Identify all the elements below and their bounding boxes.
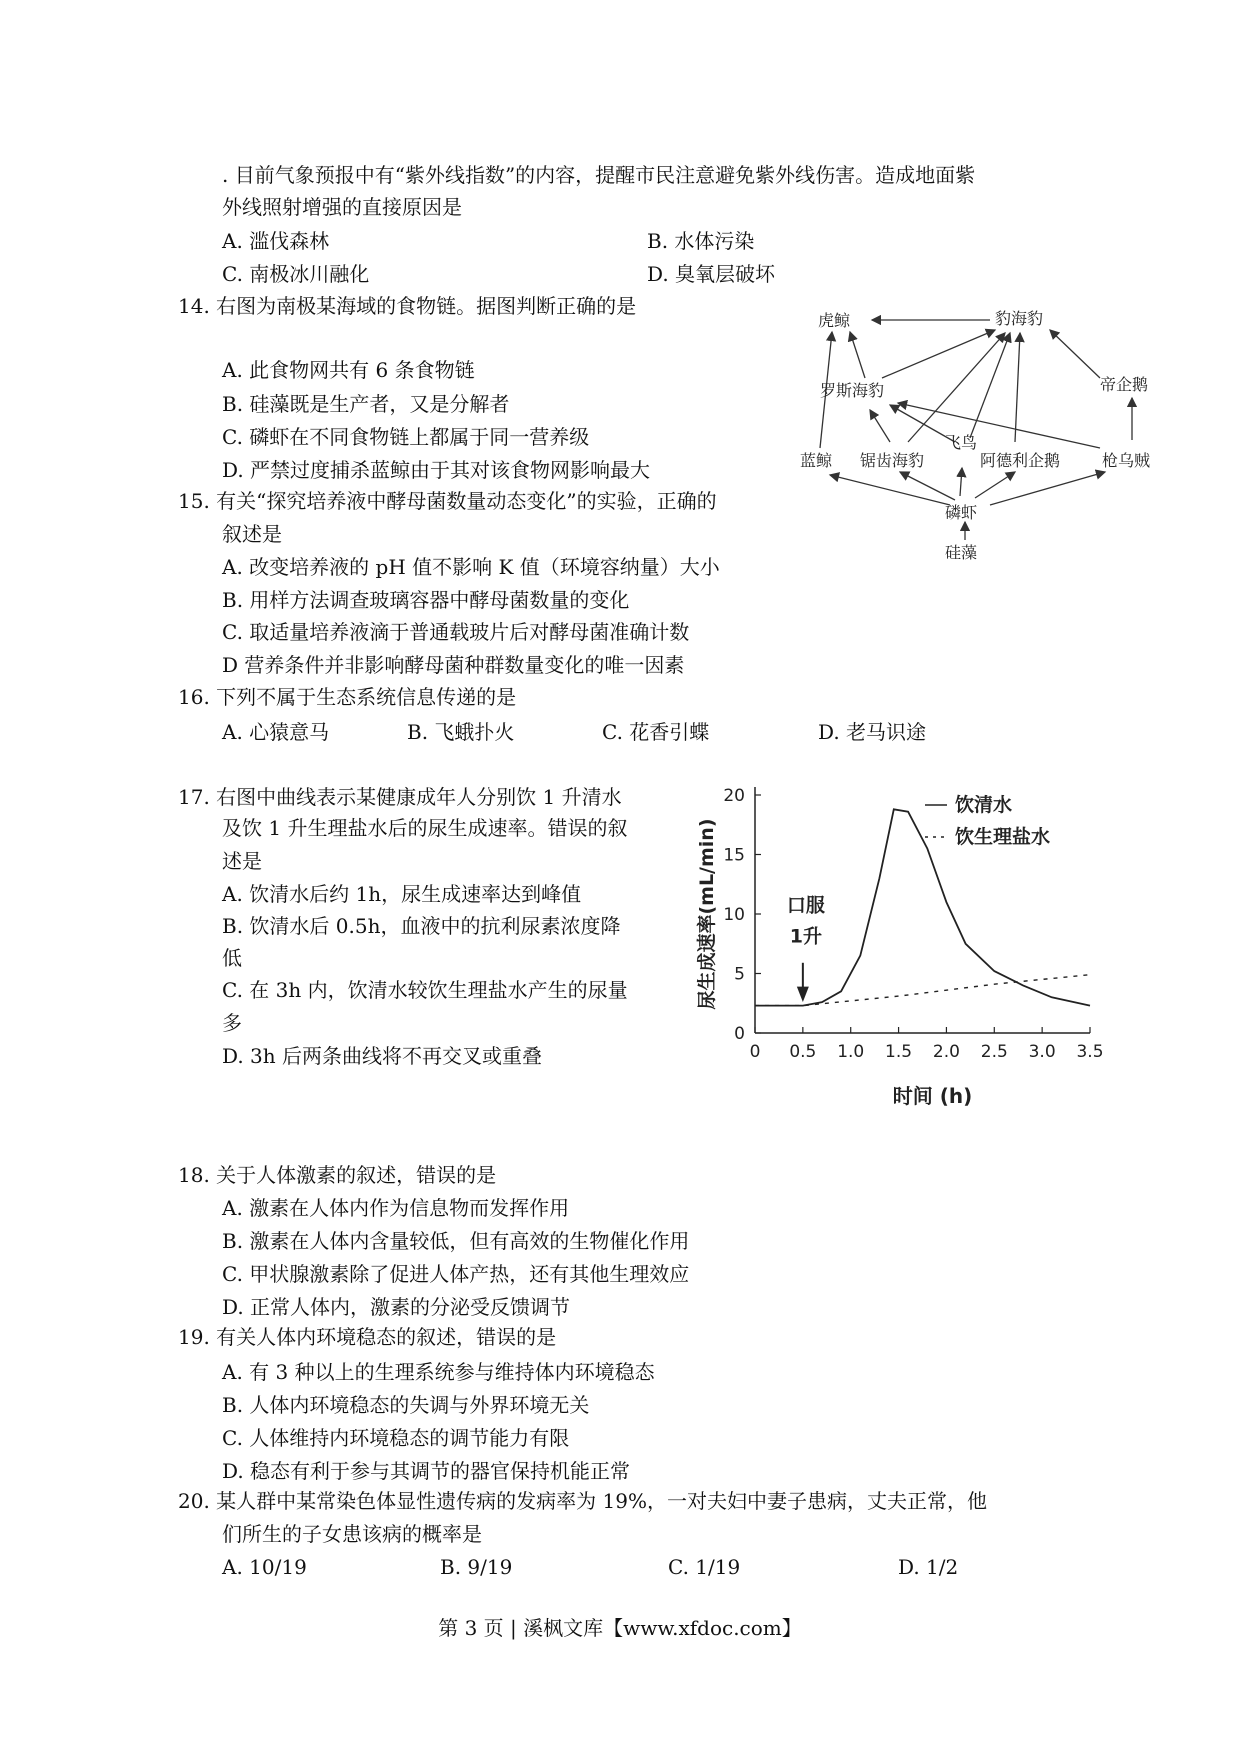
node-bhb: 豹海豹 [995,309,1044,328]
y-tick-label: 15 [723,845,745,866]
q13-stem-line2: 外线照射增强的直接原因是 [222,195,462,219]
node-lx: 磷虾 [945,503,978,522]
q17-stem-line1: 17. 右图中曲线表示某健康成年人分别饮 1 升清水 [178,785,622,809]
x-tick-label: 3.0 [1028,1042,1056,1062]
q16-option-d: D. 老马识途 [818,720,927,744]
q18-option-c: C. 甲状腺激素除了促进人体产热，还有其他生理效应 [222,1262,690,1286]
q20-option-a: A. 10/19 [222,1555,307,1579]
q18-option-d: D. 正常人体内，激素的分泌受反馈调节 [222,1295,571,1319]
q19-option-c: C. 人体维持内环境稳态的调节能力有限 [222,1426,570,1450]
node-jchb: 锯齿海豹 [860,451,925,470]
node-dqe: 帝企鹅 [1100,375,1149,394]
x-axis-label: 时间 (h) [892,1084,973,1108]
q17-stem-line2: 及饮 1 升生理盐水后的尿生成速率。错误的叙 [222,816,628,840]
y-tick-label: 5 [734,964,745,985]
q19-option-a: A. 有 3 种以上的生理系统参与维持体内环境稳态 [222,1360,655,1384]
q17-stem-line3: 述是 [222,849,262,873]
y-tick-label: 10 [723,905,745,925]
q19-option-b: B. 人体内环境稳态的失调与外界环境无关 [222,1393,590,1417]
q20-option-c: C. 1/19 [668,1555,741,1579]
annotation-line-2: 1升 [789,925,822,948]
q15-stem-line1: 15. 有关“探究培养液中酵母菌数量动态变化”的实验，正确的 [178,489,717,513]
q15-stem-line2: 叙述是 [222,522,282,546]
q15-option-c: C. 取适量培养液滴于普通载玻片后对酵母菌准确计数 [222,620,690,644]
q17-option-c-line2: 多 [222,1011,242,1035]
q14-option-a: A. 此食物网共有 6 条食物链 [222,358,475,382]
y-tick-label: 0 [734,1024,745,1044]
x-tick-label: 2.0 [932,1042,960,1062]
q14-option-d: D. 严禁过度捕杀蓝鲸由于其对该食物网影响最大 [222,458,651,482]
q20-stem-line1: 20. 某人群中某常染色体显性遗传病的发病率为 19%，一对夫妇中妻子患病，丈夫正常，他 [178,1489,987,1513]
q13-option-a: A. 滥伐森林 [222,229,330,253]
legend-label-2: 饮生理盐水 [955,826,1051,848]
q20-option-d: D. 1/2 [898,1555,959,1579]
annotation-arrow-head [797,987,809,1002]
x-tick-label: 1.5 [885,1042,913,1062]
node-qwz: 枪乌贼 [1102,451,1151,470]
q19-option-d: D. 稳态有利于参与其调节的器官保持机能正常 [222,1459,631,1483]
node-gz: 硅藻 [945,543,978,562]
urine-rate-chart [685,775,1105,1115]
q13-option-b: B. 水体污染 [647,229,755,253]
x-tick-label: 0.5 [789,1042,817,1062]
node-lj: 蓝鲸 [800,451,833,470]
x-tick-label: 3.5 [1076,1042,1104,1062]
q13-stem-line1: . 目前气象预报中有“紫外线指数”的内容，提醒市民注意避免紫外线伤害。造成地面紫 [222,163,976,187]
y-axis-label: 尿生成速率(mL/min) [696,818,718,1010]
q13-option-c: C. 南极冰川融化 [222,262,370,286]
page-footer: 第 3 页 | 溪枫文库【www.xfdoc.com】 [438,1616,802,1640]
q17-option-b-line2: 低 [222,946,242,970]
q20-stem-line2: 们所生的子女患该病的概率是 [222,1522,482,1546]
q14-stem: 14. 右图为南极某海域的食物链。据图判断正确的是 [178,294,637,318]
legend-label-1: 饮清水 [955,794,1013,816]
q18-option-b: B. 激素在人体内含量较低，但有高效的生物催化作用 [222,1229,690,1253]
q15-option-a: A. 改变培养液的 pH 值不影响 K 值（环境容纳量）大小 [222,555,720,579]
q16-stem: 16. 下列不属于生态系统信息传递的是 [178,685,517,709]
q20-option-b: B. 9/19 [440,1555,513,1579]
q18-option-a: A. 激素在人体内作为信息物而发挥作用 [222,1196,570,1220]
q16-option-a: A. 心猿意马 [222,720,330,744]
q14-option-c: C. 磷虾在不同食物链上都属于同一营养级 [222,425,590,449]
node-huj: 虎鲸 [818,311,851,330]
q17-option-b-line1: B. 饮清水后 0.5h，血液中的抗利尿素浓度降 [222,914,621,938]
y-tick-label: 20 [723,786,745,806]
q15-option-b: B. 用样方法调查玻璃容器中酵母菌数量的变化 [222,588,630,612]
node-fn: 飞鸟 [945,433,978,452]
q15-option-d: D 营养条件并非影响酵母菌种群数量变化的唯一因素 [222,653,685,677]
q19-stem: 19. 有关人体内环境稳态的叙述，错误的是 [178,1325,557,1349]
q17-option-d: D. 3h 后两条曲线将不再交叉或重叠 [222,1044,542,1068]
q16-option-b: B. 飞蛾扑火 [407,720,515,744]
x-tick-label: 1.0 [837,1042,865,1062]
q17-option-a: A. 饮清水后约 1h，尿生成速率达到峰值 [222,882,582,906]
q18-stem: 18. 关于人体激素的叙述，错误的是 [178,1163,497,1187]
food-web-diagram [800,300,1180,570]
annotation-line-1: 口服 [786,894,825,917]
q16-option-c: C. 花香引蝶 [602,720,710,744]
q17-option-c-line1: C. 在 3h 内，饮清水较饮生理盐水产生的尿量 [222,978,628,1002]
q13-option-d: D. 臭氧层破坏 [647,262,776,286]
q14-option-b: B. 硅藻既是生产者，又是分解者 [222,392,510,416]
node-lshb: 罗斯海豹 [820,381,885,400]
x-tick-label: 0 [749,1042,761,1062]
node-adlqe: 阿德利企鹅 [980,451,1061,470]
x-tick-label: 2.5 [980,1042,1008,1062]
